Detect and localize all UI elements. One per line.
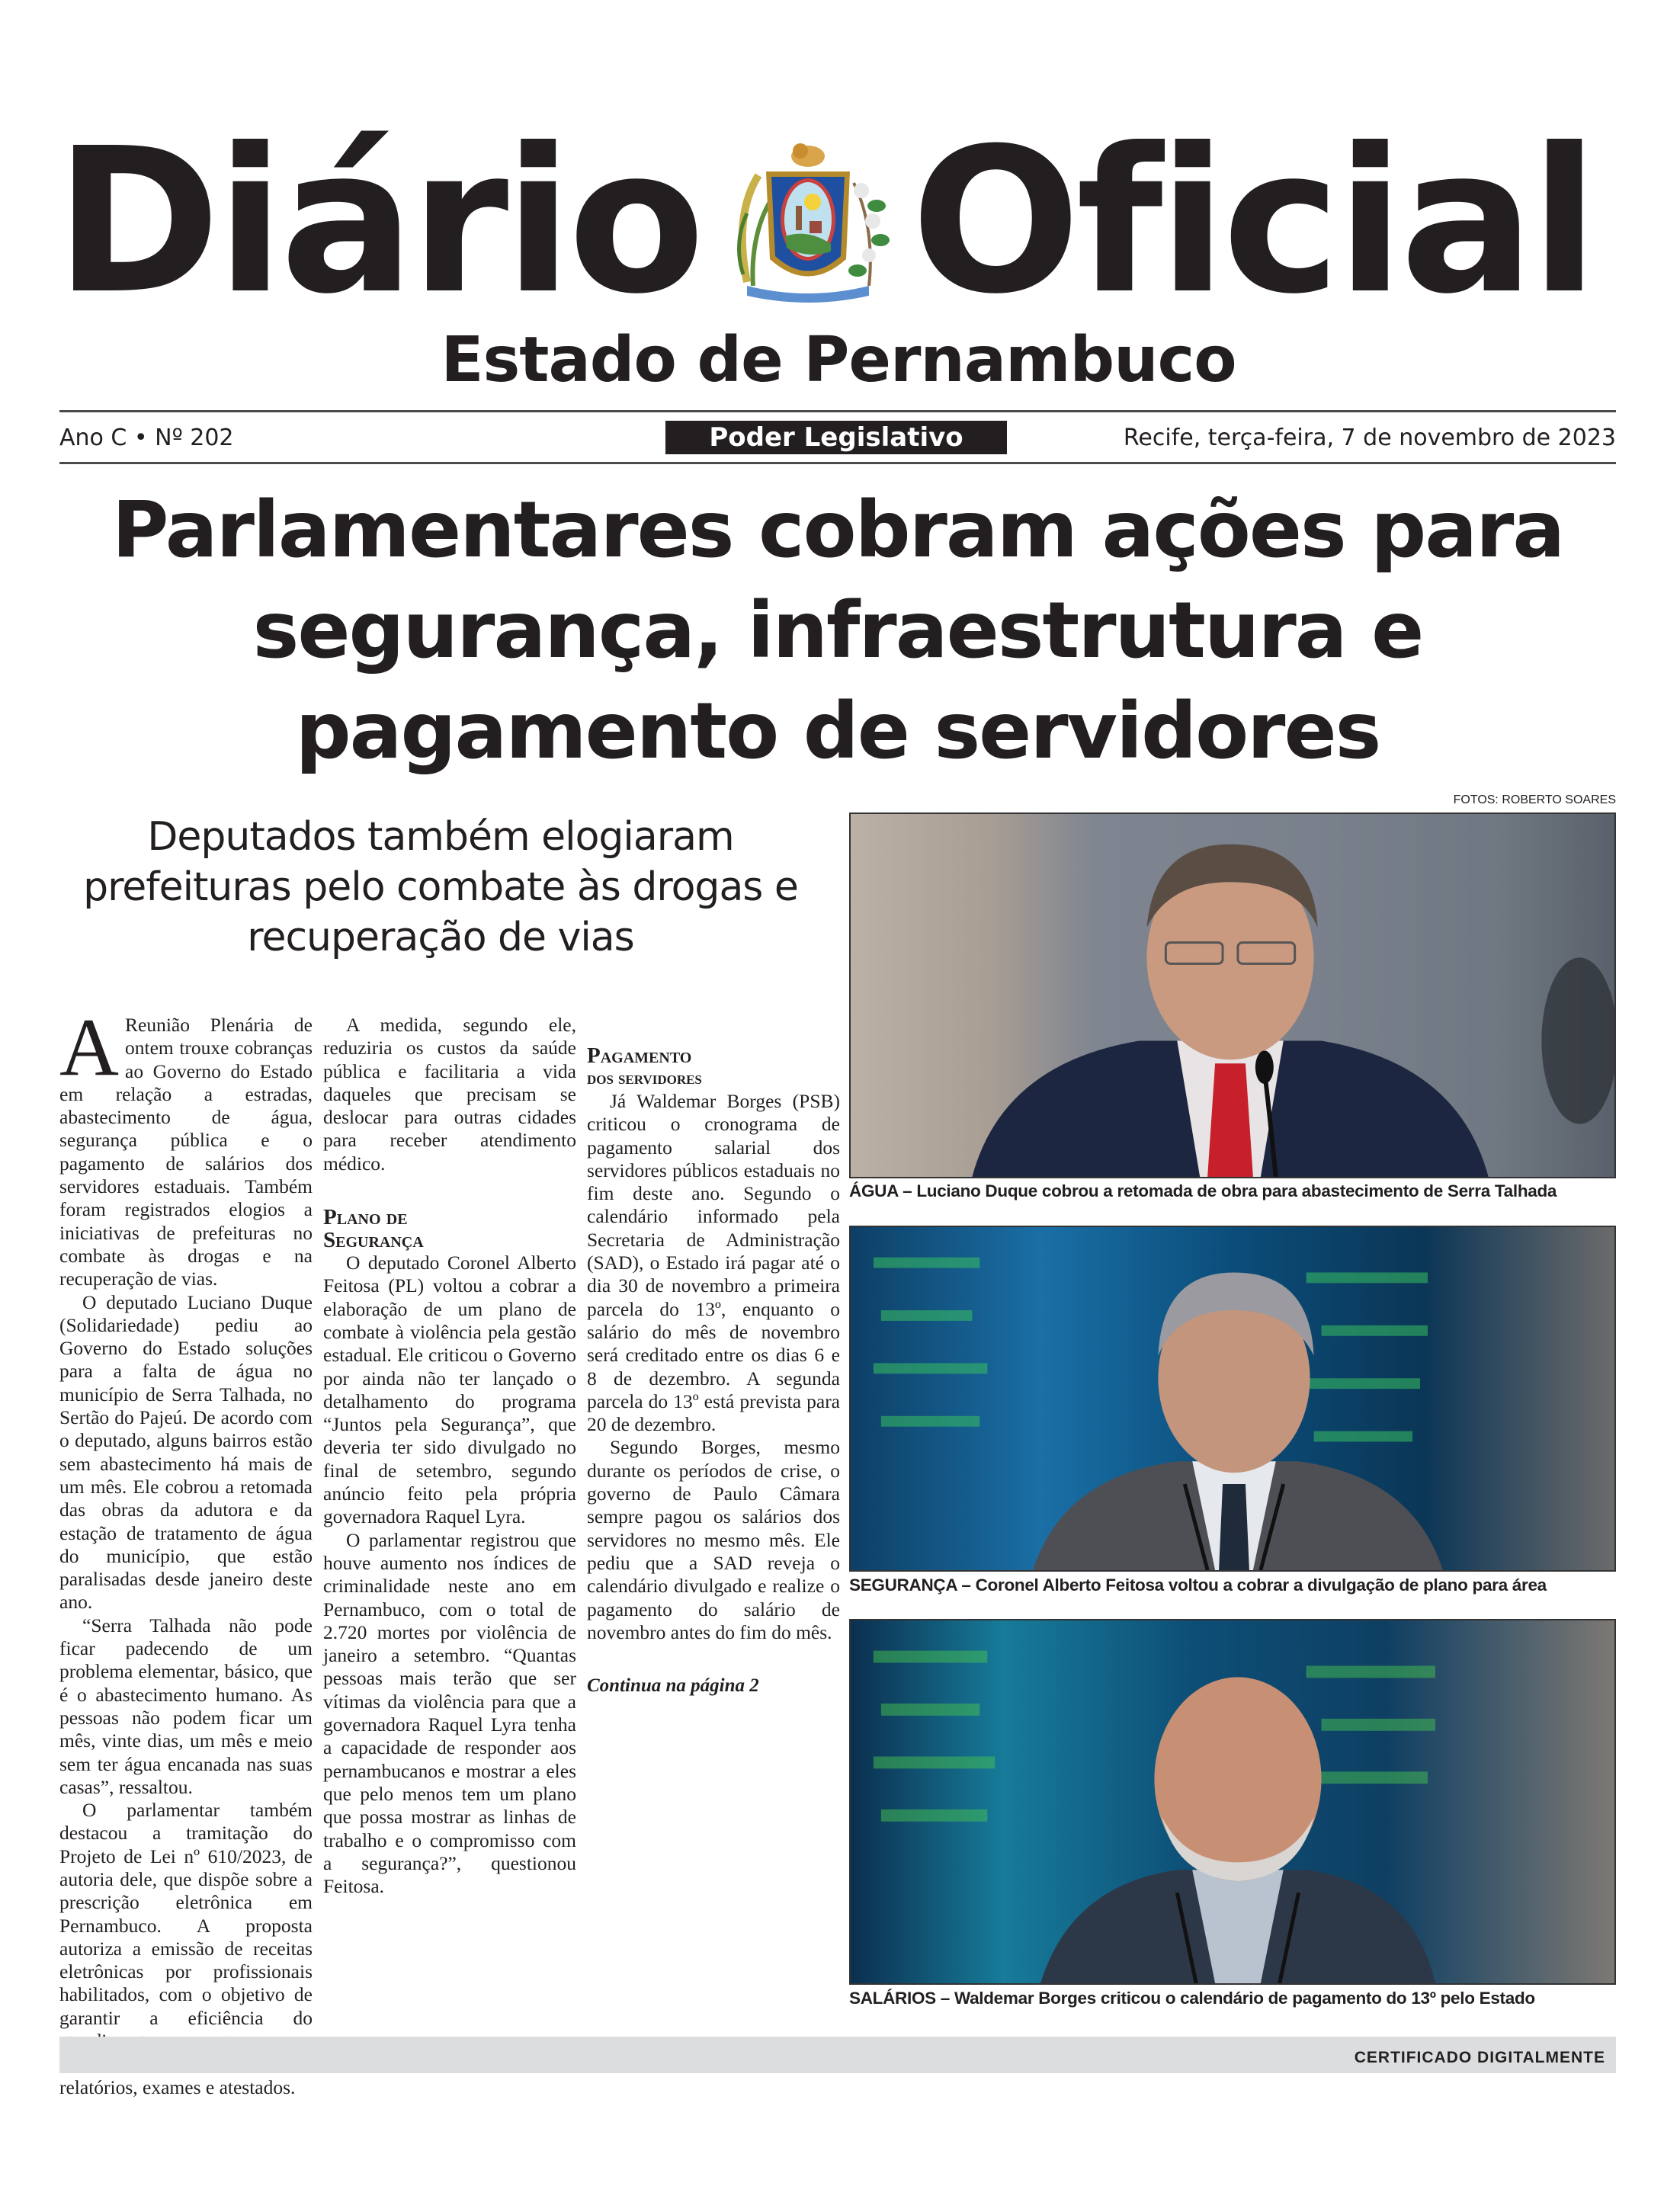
continued-link[interactable]: Continua na página 2: [587, 1675, 759, 1697]
article-paragraph: Segundo Borges, mesmo durante os períodos de crise, o governo de Paulo Câmara sempre pagou os salários dos servidores no mesmo mês. Ele pediu que a SAD reveja o calendário divulgado e realize o pagamento do salário de novembro antes do fim do mês.: [587, 1436, 840, 1643]
section-subheading-plano: [323, 1206, 576, 1252]
article-paragraph: O parlamentar registrou que houve aumento nos índices de criminalidade neste ano em Pernambuco, com o total de 2.720 mortes por violência de janeiro a setembro. “Quantas pessoas mais terão que ser vítimas da violência para que a governadora Raquel Lyra tenha a capacidade de responder aos pernambucanos e mostrar a eles que pelo menos tem um plano que possa mostrar as linhas de trabalho e o compromisso com a segurança?”, questionou Feitosa.: [323, 1528, 576, 1898]
article-paragraph: O deputado Coronel Alberto Feitosa (PL) voltou a cobrar a elaboração de um plano de combate à violência pela gestão estadual. Ele criticou o Governo por ainda não ter lançado o detalhamento do programa “Juntos pela Segurança”, que deveria ter sido divulgado no final de setembro, segundo anúncio feito pela própria governadora Raquel Lyra.: [323, 1252, 576, 1528]
photo-caption: SEGURANÇA – Coronel Alberto Feitosa voltou a cobrar a divulgação de plano para área: [849, 1575, 1547, 1595]
article-column-2: [323, 1014, 576, 1898]
footer-bar: [59, 2037, 1616, 2073]
photo-caption: ÁGUA – Luciano Duque cobrou a retomada de obra para abastecimento de Serra Talhada: [849, 1181, 1557, 1200]
photo-caption: SALÁRIOS – Waldemar Borges criticou o calendário de pagamento do 13º pelo Estado: [849, 1989, 1535, 2008]
headline: Parlamentares cobram ações para segurança, infraestrutura e pagamento de servidores: [111, 485, 1564, 777]
edition-number: Ano C • Nº 202: [59, 425, 234, 451]
photo-waldemar-borges: [849, 1619, 1616, 1985]
header-rule-top: [59, 410, 1616, 412]
article-paragraph: O deputado Luciano Duque (Solidariedade) pediu ao Governo do Estado soluções para a falta de água no município de Serra Talhada, no Sertão do Pajeú. De acordo com o deputado, alguns bairros estão sem abastecimento há mais de um mês. Ele cobrou a retomada das obras da adutora e da estação de tratamento de água do município, que estão paralisadas desde janeiro deste ano.: [59, 1290, 313, 1614]
section-subheading-pagamento: [587, 1044, 840, 1090]
article-paragraph: Já Waldemar Borges (PSB) criticou o cronograma de pagamento salarial dos servidores públicos estaduais no fim deste ano. Segundo o calendário informado pela Secretaria de Administração (SAD), o Estado irá pagar até o dia 30 de novembro a primeira parcela do 13º, enquanto o salário do mês de novembro será creditado entre os dias 6 e 8 de dezembro. A segunda parcela do 13º está prevista para 20 de dezembro.: [587, 1090, 840, 1436]
subheading-line: dos servidores: [587, 1069, 702, 1088]
article-paragraph: A medida, segundo ele, reduziria os custos da saúde pública e facilitaria a vida daqueles que precisam se deslocar para outras cidades para receber atendimento médico.: [323, 1014, 576, 1175]
subheading-line: Pagamento: [587, 1043, 692, 1068]
masthead-title-oficial: Oficial: [911, 105, 1595, 338]
article-paragraph: O parlamentar também destacou a tramitação do Projeto de Lei nº 610/2023, de autoria dele, que dispõe sobre a prescrição eletrônica em Pernambuco. A proposta autoriza a emissão de receitas eletrônicas por profissionais habilitados, com o objetivo de garantir a eficiência do relatórios, exames e atestados.: [59, 1799, 313, 2098]
masthead-title-diario: Diário: [55, 105, 701, 338]
drop-cap: A: [59, 1002, 119, 1093]
coat-of-arms-icon: [717, 130, 899, 313]
paragraph-text: Reunião Plenária de ontem trouxe cobranças ao Governo do Estado em relação a estradas, abastecimento de água, segurança pública e o pagamento de salários dos servidores estaduais. Também foram registrados elogios a iniciativas de prefeituras no combate às drogas e na recuperação de vias.: [59, 1014, 313, 1290]
section-badge: Poder Legislativo: [665, 421, 1007, 454]
photo-credit: FOTOS: ROBERTO SOARES: [1453, 793, 1616, 806]
portrait-illustration: [851, 1620, 1614, 1983]
portrait-illustration: [851, 1227, 1614, 1570]
article-column-1: [59, 1002, 313, 2099]
subheading-line: Plano de: [323, 1205, 408, 1230]
article-column-3: [587, 1014, 840, 1697]
photo-luciano-duque: [849, 813, 1616, 1178]
masthead-subtitle: Estado de Pernambuco: [441, 324, 1236, 396]
subheading-line: Segurança: [323, 1228, 424, 1253]
digital-certification-label: CERTIFICADO DIGITALMENTE: [1354, 2049, 1605, 2066]
subheadline: Deputados também elogiaram prefeituras pelo combate às drogas e recuperação de vias: [83, 814, 798, 960]
photo-alberto-feitosa: [849, 1226, 1616, 1572]
header-rule-bottom: [59, 462, 1616, 464]
publication-date: Recife, terça-feira, 7 de novembro de 2023: [1123, 425, 1616, 451]
article-paragraph: “Serra Talhada não pode ficar padecendo de um problema elementar, básico, que é o abastecimento humano. As pessoas não podem ficar um mês, vinte dias, um mês e meio sem ter água encanada nas suas casas”, ressaltou.: [59, 1614, 313, 1798]
portrait-illustration: [851, 814, 1614, 1177]
article-paragraph: [59, 1002, 313, 1291]
